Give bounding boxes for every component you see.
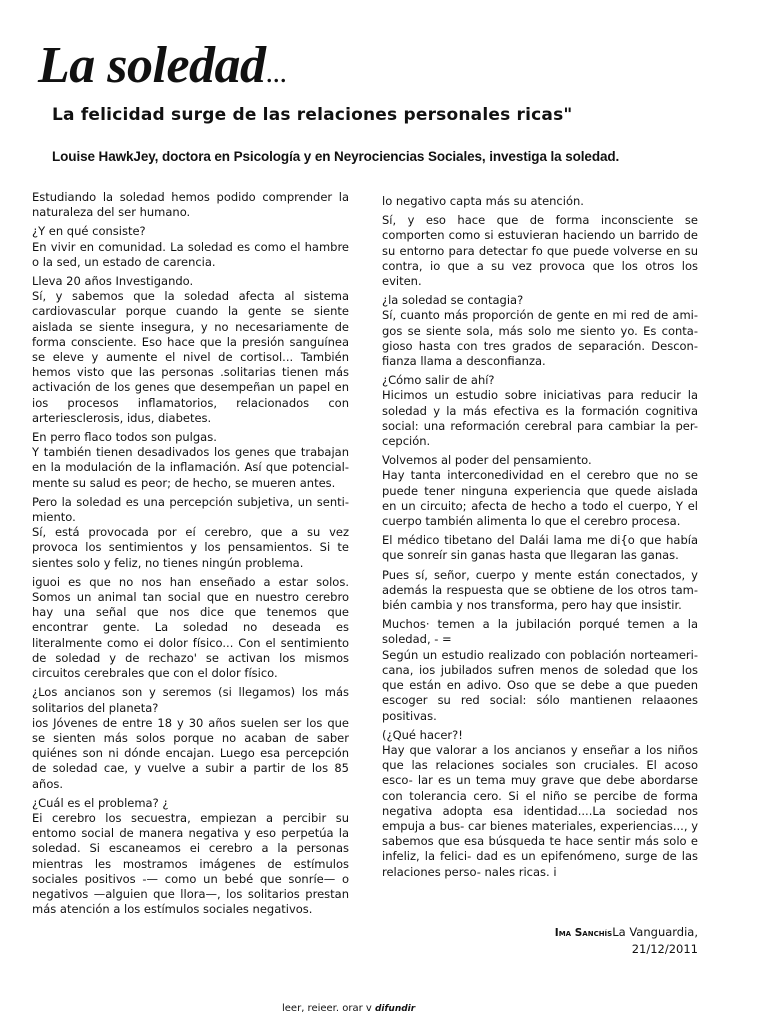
answer-text: El médico tibetano del Dalái lama me di{o que había que sonreír sin ganas hasta que llegaran las ganas. [382,533,698,563]
interview-block [382,453,698,529]
interview-block [32,190,349,220]
question-text: ¿Cuál es el problema? ¿ [32,795,169,810]
article-title [38,38,287,101]
answer-text: lo negativo capta más su atención. [382,194,584,208]
interview-block [32,575,349,681]
question-text: Pero la soledad es una percepción subjetiva, un senti- miento. [32,494,349,525]
interview-block [382,373,698,449]
interview-block [32,430,349,491]
signature [470,924,698,957]
answer-text: Pues sí, señor, cuerpo y mente están conectados, y además la respuesta que se obtiene de los otros tam- bién cambia y nos transforma, pero hay que insistir. [382,567,698,613]
answer-text: Hicimos un estudio sobre iniciativas para reducir la soledad y la más efectiva es la formación cognitiva social: una reformación cerebral para cambiar la per- cepción. [382,388,698,449]
footer-text: leer, reieer. orar v [282,1003,375,1014]
question-text: Lleva 20 años Investigando. [32,274,194,289]
interview-block [382,728,698,880]
source-name: La Vanguardia, [612,925,698,939]
title-ellipsis: ... [265,56,287,89]
page-footer [282,1003,415,1015]
article-byline: Louise HawkJey, doctora en Psicología y en Neyrociencias Sociales, investiga la soledad. [52,149,620,164]
answer-text: Hay que valorar a los ancianos y enseñar a los niños que las relaciones sociales son cruciales. El acoso esco- lar es un tema muy grave que debe abordarse con tolerancia cero. Si el niño se percibe de forma negativa adopta esa identidad....La sociedad nos empuja a bus- car bienes materiales, experiencias..., y sabemos que esa búsqueda te hace sentir más solo e infeliz, la felici- dad es un epifenómeno, surge de las relaciones perso- nales ricas. i [382,742,698,879]
interview-block [382,568,698,614]
question-text: ¿la soledad se contagia? [382,293,524,308]
interview-block [382,293,698,369]
interview-block [382,533,698,563]
answer-text: Sí, está provocada por eí cerebro, que a su vez provoca los sentimientos y los pensamientos. Si te sientes solo y feliz, no tienes ningún problema. [32,525,349,570]
answer-text: Y también tienen desadivados los genes que trabajan en la modulación de la inflamación. Así que potencial- mente su salud es peor; de hecho, se mueren antes. [32,445,349,490]
answer-text: Sí, cuanto más proporción de gente en mi red de ami- gos se siente sola, más solo me siento yo. Es conta- gioso hasta con tres grados de separación. Descon- fianza llama a desconfianza. [382,308,698,369]
answer-text: Sí, y sabemos que la soledad afecta al sistema cardiovascular porque cuando la gente se siente aislada se siente insegura, y no necesariamente de forma consciente. Eso hace que la presión sanguínea se eleve y aumente el nivel de cortisol... También hemos visto que las personas .solitarias tienen más activación de los genes que desempeñan un papel en ios procesos inflamatorios, relacionados con arteriesclerosis, idus, diabetes. [32,289,349,425]
left-column [32,190,349,921]
answer-text: Ei cerebro los secuestra, empiezan a percibir su entomo social de manera negativa y eso perpetúa la soledad. Si escaneamos ei cerebro a la personas mientras les mostramos imágenes de estímulos sociales positivos -— como un bebé que sonríe— o negativos —alguien que llora—, los solitarios prestan más atención a los estímulos sociales negativos. [32,810,349,917]
question-text: Muchos· temen a la jubilación porqué temen a la soledad, - = [382,617,698,647]
right-column [382,194,698,884]
interview-block [32,274,349,426]
answer-text: iguoi es que no nos han enseñado a estar solos. Somos un animal tan social que en nuestro cerebro hay una señal que nos dice que tenemos que encontrar gente. La soledad no deseada es literalmente como ei dolor físico... Con el sentimiento de soledad y de rechazo' se activan los mismos circuitos cerebrales que con el dolor físico. [32,574,349,681]
interview-block [382,617,698,723]
answer-text: ios Jóvenes de entre 18 y 30 años suelen ser los que se sienten más solos porque no acaban de saber quiénes son ni dónde encajan. Luego esa percepción de soledad cae, y vuelve a subir a partir de los 85 años. [32,715,349,791]
answer-text: Sí, y eso hace que de forma inconsciente se comporten como si estuvieran haciendo un barrido de su entorno para detectar fo que puede volverse en su contra, io que a su vez provoca que los otros los eviten. [382,213,698,289]
question-text: ¿Los ancianos son y seremos (si llegamos) los más solitarios del planeta? [32,685,349,715]
question-text: En perro flaco todos son pulgas. [32,430,217,445]
article-subtitle: La felicidad surge de las relaciones personales ricas" [52,105,573,125]
answer-text: En vivir en comunidad. La soledad es como el hambre o la sed, un estado de carencia. [32,239,349,269]
title-text: La soledad [38,37,266,94]
answer-text: Hay tanta interconedividad en el cerebro que no se puede tener ninguna experiencia que quede aislada en un circuito; afecta de hecho a todo el cuerpo, Y el cuerpo también alimenta lo que el cerebro procesa. [382,468,698,529]
question-text: ¿Cómo salir de ahí? [382,373,495,388]
question-text: (¿Qué hacer?! [382,727,463,742]
question-text: Volvemos al poder del pensamiento. [382,453,592,468]
interview-block [382,213,698,289]
question-text: ¿Y en qué consiste? [32,224,146,239]
interview-block [32,495,349,571]
interview-block [32,796,349,918]
interview-block [32,685,349,791]
publication-date: 21/12/2011 [631,942,698,956]
answer-text: Estudiando la soledad hemos podido comprender la naturaleza del ser humano. [32,190,349,220]
interview-block [382,194,698,209]
footer-bold-word: difundir [374,1004,416,1014]
interview-block [32,224,349,270]
answer-text: Según un estudio realizado con población norteameri- cana, ios jubilados sufren menos de soledad que los que están en adivo. Oso que se debe a que pueden escoger su red social: sólo mantienen relaaones positivas. [382,647,698,723]
author-name: Ima Sanchís [554,927,613,939]
